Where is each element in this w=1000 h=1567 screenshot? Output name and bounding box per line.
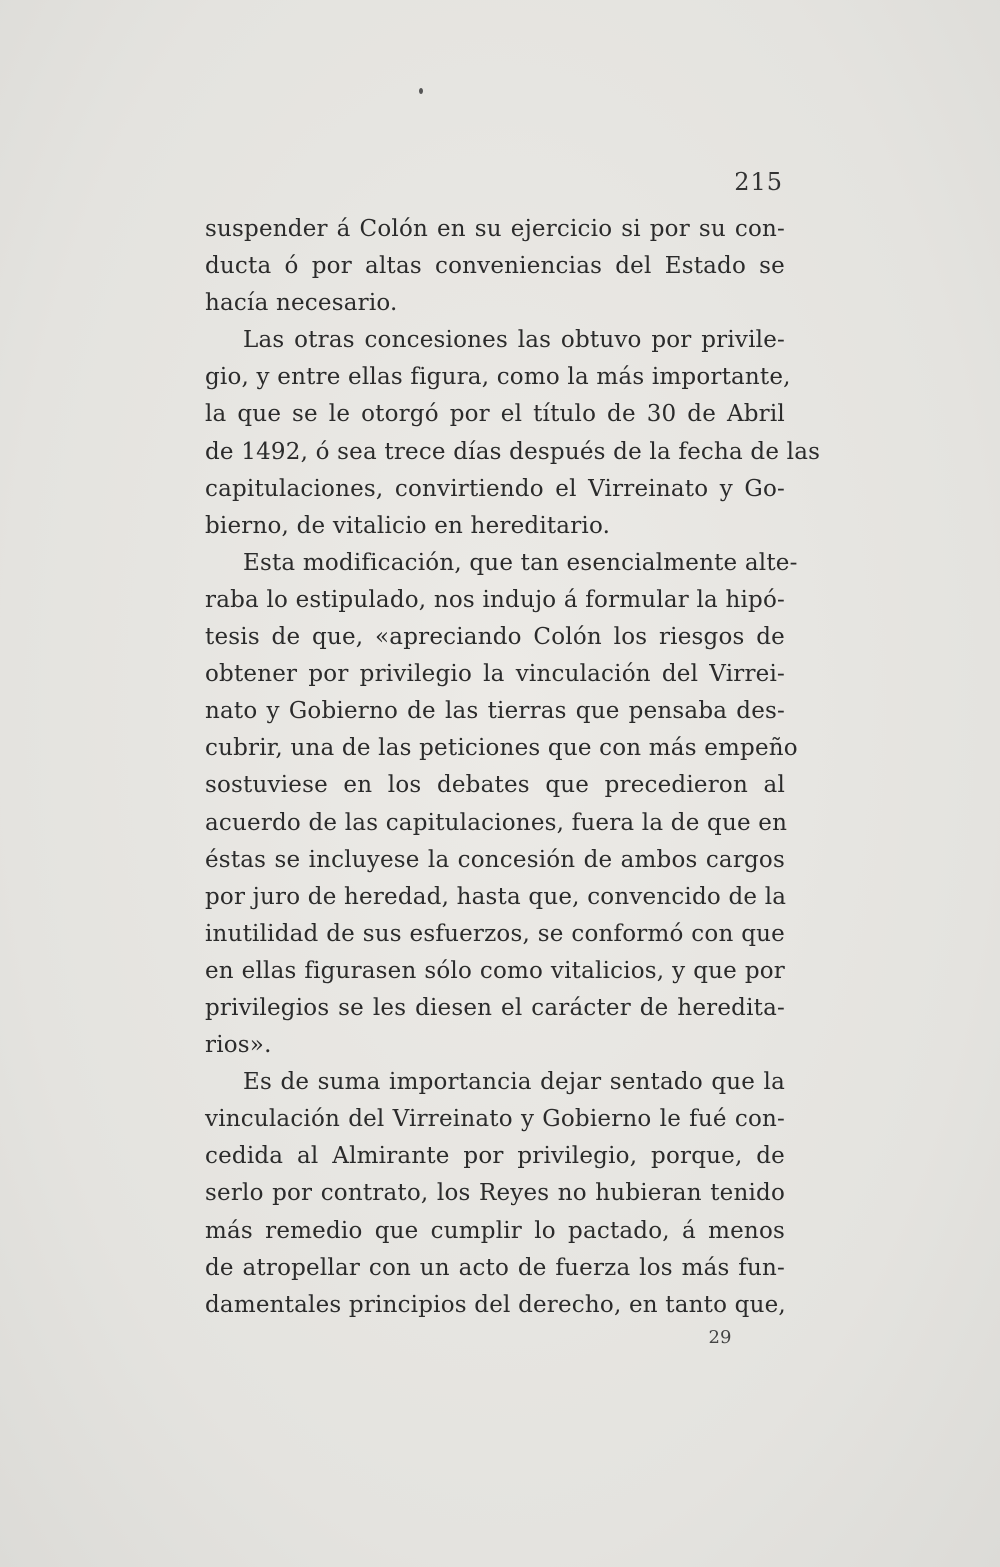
text-line: ducta ó por altas conveniencias del Estado se — [205, 253, 785, 280]
text-line: privilegios se les diesen el carácter de heredita- — [205, 994, 785, 1021]
page-number: 215 — [734, 168, 783, 196]
text-line: obtener por privilegio la vinculación del Virrei- — [205, 661, 785, 688]
text-line: éstas se incluyese la concesión de ambos cargos — [205, 846, 785, 873]
text-line: raba lo estipulado, nos indujo á formular la hipó- — [205, 586, 785, 613]
text-line: Es de suma importancia dejar sentado que la — [243, 1069, 785, 1096]
text-line: nato y Gobierno de las tierras que pensaba des- — [205, 698, 785, 725]
text-line: más remedio que cumplir lo pactado, á menos — [205, 1217, 785, 1244]
ink-speck — [419, 88, 423, 94]
text-line: Esta modificación, que tan esencialmente alte- — [243, 549, 798, 576]
text-line: capitulaciones, convirtiendo el Virreinato y Go- — [205, 475, 785, 502]
text-line: Las otras concesiones las obtuvo por privile- — [243, 327, 785, 354]
text-line: bierno, de vitalicio en hereditario. — [205, 512, 611, 539]
text-line: hacía necesario. — [205, 290, 398, 317]
text-line: por juro de heredad, hasta que, convencido de la — [205, 883, 787, 910]
text-line: vinculación del Virreinato y Gobierno le fué con- — [205, 1106, 785, 1133]
text-line: la que se le otorgó por el título de 30 de Abril — [205, 401, 785, 428]
text-line: cedida al Almirante por privilegio, porque, de — [205, 1143, 785, 1170]
text-line: de 1492, ó sea trece días después de la fecha de las — [205, 438, 821, 465]
text-line: inutilidad de sus esfuerzos, se conformó con que — [205, 920, 785, 947]
text-line: rios». — [205, 1032, 272, 1059]
text-line: de atropellar con un acto de fuerza los más fun- — [205, 1254, 785, 1281]
text-line: suspender á Colón en su ejercicio si por su con- — [205, 216, 785, 242]
text-line: acuerdo de las capitulaciones, fuera la de que en — [205, 809, 788, 836]
body-text — [205, 211, 821, 1324]
text-line: tesis de que, «apreciando Colón los riesgos de — [205, 624, 785, 651]
signature-mark: 29 — [708, 1327, 732, 1348]
text-line: damentales principios del derecho, en tanto que, — [205, 1291, 786, 1318]
text-line: en ellas figurasen sólo como vitalicios, y que por — [205, 957, 785, 984]
text-line: sostuviese en los debates que precedieron al — [205, 772, 785, 799]
text-line: cubrir, una de las peticiones que con más empeño — [205, 735, 798, 762]
text-line: serlo por contrato, los Reyes no hubieran tenido — [205, 1180, 785, 1207]
text-line: gio, y entre ellas figura, como la más importante, — [205, 364, 791, 391]
